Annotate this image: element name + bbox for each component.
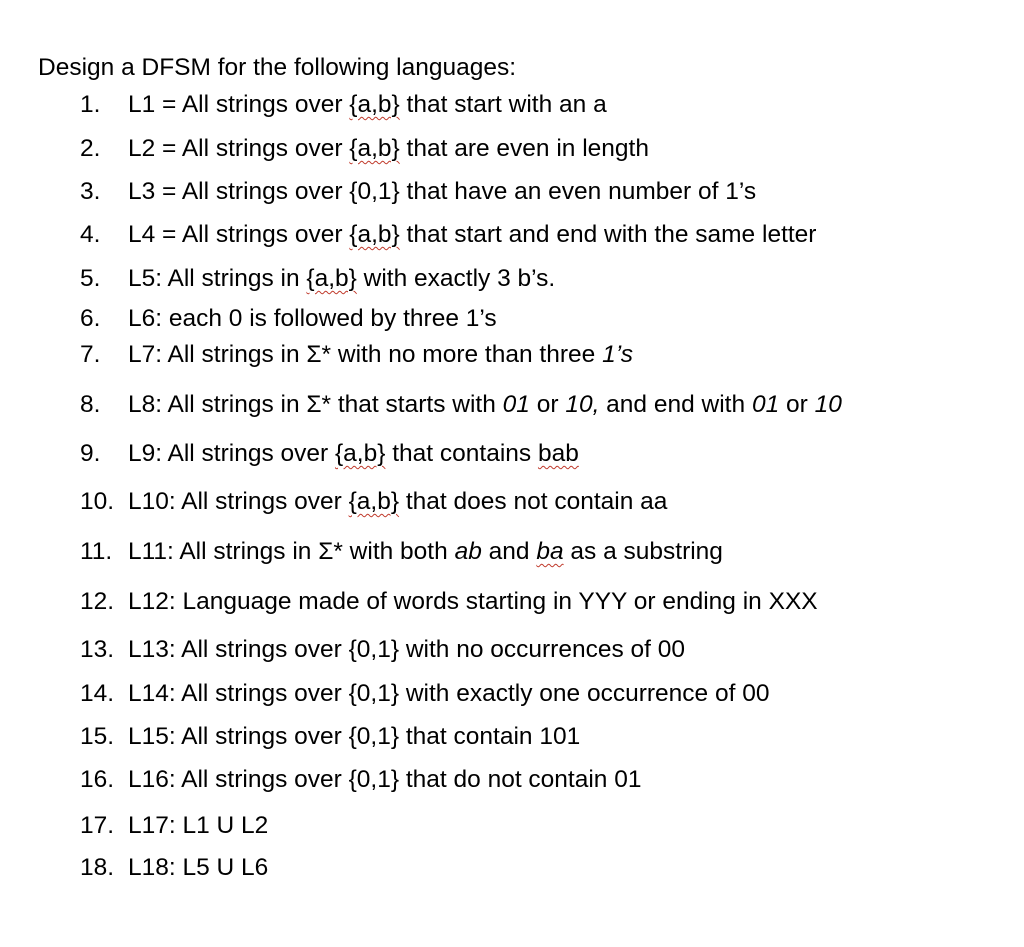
- item-text-segment: {a,b}: [306, 265, 357, 292]
- item-text: [128, 304, 497, 334]
- item-text-segment: as a substring: [563, 538, 723, 565]
- list-item: [80, 390, 842, 420]
- item-text-segment: L9: All strings over: [128, 440, 335, 467]
- heading: Design a DFSM for the following languages:: [38, 54, 517, 81]
- item-text: [128, 340, 633, 370]
- item-text-segment: L8: All strings in Σ* that starts with: [128, 391, 503, 418]
- item-text-segment: L7: All strings in Σ* with no more than three: [128, 341, 603, 368]
- item-text-segment: L12: Language made of words starting in YYY or ending in XXX: [128, 588, 818, 615]
- list-item: [80, 587, 818, 617]
- list-item: [80, 487, 667, 517]
- item-number: 9.: [80, 440, 101, 467]
- item-text-segment: L16: All strings over {0,1} that do not contain 01: [128, 766, 642, 793]
- item-text: [128, 722, 580, 752]
- item-number: 10.: [80, 488, 115, 515]
- item-number: 16.: [80, 766, 115, 793]
- item-text-segment: bab: [537, 440, 579, 467]
- item-number: 6.: [80, 305, 101, 332]
- item-number: 18.: [80, 854, 115, 881]
- item-text: [128, 220, 816, 250]
- item-number: 12.: [80, 588, 115, 615]
- item-text-segment: {a,b}: [349, 135, 400, 162]
- list-item: [80, 90, 607, 120]
- item-text-segment: L14: All strings over {0,1} with exactly one occurrence of 00: [128, 680, 770, 707]
- item-text: [128, 487, 667, 517]
- item-text-segment: L5: All strings in: [128, 265, 307, 292]
- item-number: 8.: [80, 391, 101, 418]
- item-number: 2.: [80, 135, 101, 162]
- item-text-segment: L4 = All strings over: [128, 221, 350, 248]
- list-item: [80, 635, 685, 665]
- item-text-segment: 10,: [565, 391, 600, 418]
- list-item: [80, 134, 649, 164]
- item-number: 14.: [80, 680, 115, 707]
- item-text-segment: L6: each 0 is followed by three 1’s: [128, 305, 497, 332]
- item-text-segment: {a,b}: [349, 221, 400, 248]
- item-text: [128, 90, 607, 120]
- item-number: 15.: [80, 723, 115, 750]
- item-text-segment: L3 = All strings over {0,1} that have an even number of 1’s: [128, 178, 757, 205]
- list-item: [80, 439, 579, 469]
- item-text: [128, 390, 842, 420]
- item-text: [128, 811, 268, 841]
- item-number: 1.: [80, 91, 101, 118]
- list-item: [80, 853, 268, 883]
- list-item: [80, 304, 497, 334]
- item-text-segment: L1 = All strings over: [128, 91, 350, 118]
- list-item: [80, 722, 580, 752]
- list-item: [80, 679, 769, 709]
- item-number: 4.: [80, 221, 101, 248]
- item-text: [128, 177, 756, 207]
- item-number: 13.: [80, 636, 115, 663]
- item-text-segment: with exactly 3 b’s.: [356, 265, 556, 292]
- item-text: [128, 853, 268, 883]
- item-text-segment: L17: L1 U L2: [128, 812, 269, 839]
- item-text: [128, 537, 723, 567]
- item-text-segment: that contains: [385, 440, 538, 467]
- item-text: [128, 587, 818, 617]
- item-text: [128, 134, 649, 164]
- item-text-segment: or: [529, 391, 566, 418]
- item-text-segment: L10: All strings over: [128, 488, 349, 515]
- item-text: [128, 439, 579, 469]
- item-number: 3.: [80, 178, 101, 205]
- item-number: 5.: [80, 265, 101, 292]
- list-item: [80, 177, 756, 207]
- item-text-segment: ab: [454, 538, 482, 565]
- list-item: [80, 811, 268, 841]
- item-text: [128, 264, 555, 294]
- list-item: [80, 765, 642, 795]
- item-text-segment: L11: All strings in Σ* with both: [128, 538, 455, 565]
- list-item: [80, 537, 723, 567]
- item-text-segment: {a,b}: [349, 91, 400, 118]
- item-text-segment: 1’s: [602, 341, 633, 368]
- item-text-segment: and end with: [599, 391, 752, 418]
- item-text: [128, 679, 769, 709]
- item-text-segment: L13: All strings over {0,1} with no occurrences of 00: [128, 636, 686, 663]
- item-text-segment: {a,b}: [334, 440, 386, 467]
- item-text: [128, 765, 642, 795]
- item-text-segment: 01: [502, 391, 530, 418]
- item-text-segment: that start with an a: [399, 91, 607, 118]
- item-text-segment: that start and end with the same letter: [399, 221, 817, 248]
- item-number: 11.: [80, 538, 113, 565]
- item-text-segment: 01: [751, 391, 780, 418]
- item-text-segment: 10: [814, 391, 842, 418]
- item-text-segment: {a,b}: [348, 488, 400, 515]
- item-text-segment: L18: L5 U L6: [128, 854, 269, 881]
- item-text-segment: and: [481, 538, 537, 565]
- item-text: [128, 635, 685, 665]
- list-item: [80, 220, 816, 250]
- item-number: 7.: [80, 341, 101, 368]
- list-item: [80, 340, 633, 370]
- list-item: [80, 264, 555, 294]
- item-text-segment: or: [779, 391, 815, 418]
- item-text-segment: that does not contain aa: [399, 488, 668, 515]
- item-text-segment: ba: [536, 538, 564, 565]
- item-number: 17.: [80, 812, 115, 839]
- item-text-segment: that are even in length: [399, 135, 649, 162]
- item-text-segment: L15: All strings over {0,1} that contain 101: [128, 723, 581, 750]
- item-text-segment: L2 = All strings over: [128, 135, 350, 162]
